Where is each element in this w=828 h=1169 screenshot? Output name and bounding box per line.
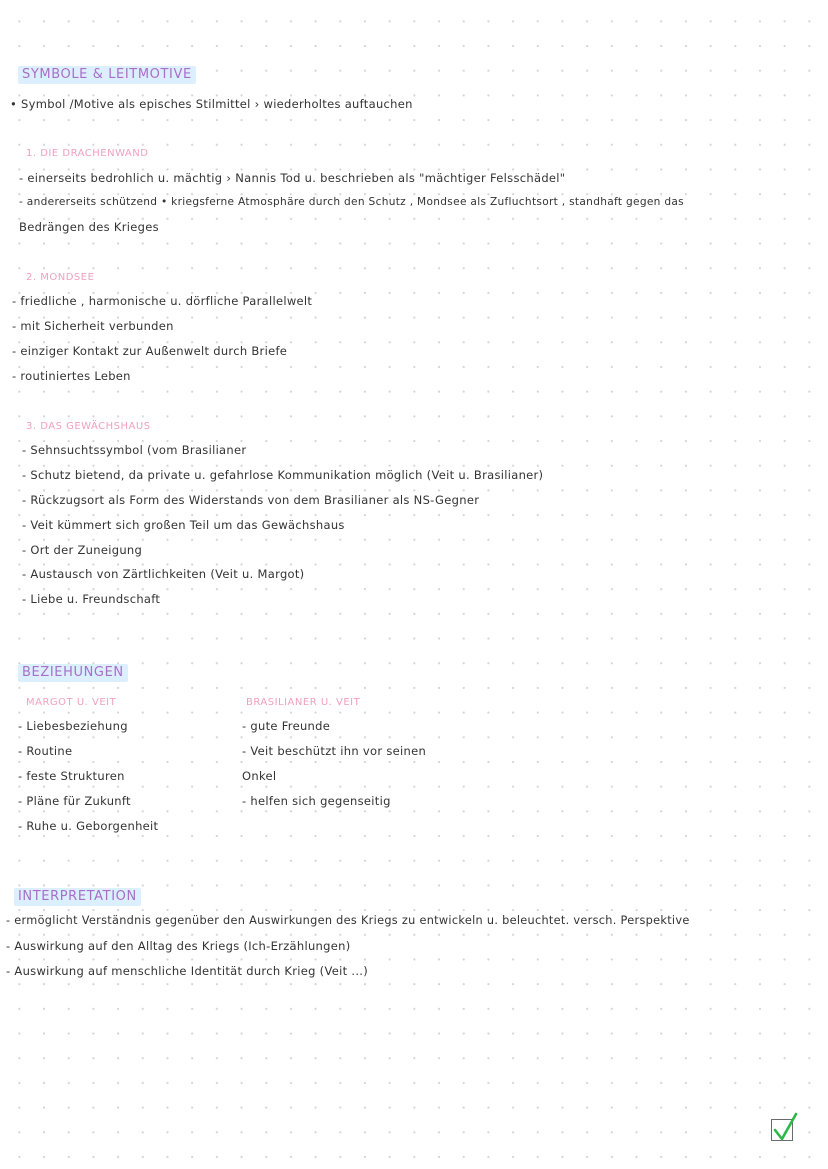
gewaechshaus-line-3: - Rückzugsort als Form des Widerstands von dem Brasilianer als NS-Gegner xyxy=(22,493,480,507)
mondsee-line-3: - einziger Kontakt zur Außenwelt durch Briefe xyxy=(12,344,288,358)
mondsee-line-2: - mit Sicherheit verbunden xyxy=(12,319,174,333)
heading-mondsee: 2. MONDSEE xyxy=(26,272,95,283)
gewaechshaus-line-1: - Sehnsuchtssymbol (vom Brasilianer xyxy=(22,443,247,457)
checkbox-checked-icon xyxy=(771,1119,793,1141)
brasilianer-line-3: Onkel xyxy=(242,769,277,783)
interpretation-line-2: - Auswirkung auf den Alltag des Kriegs (Ich-Erzählungen) xyxy=(6,939,351,953)
mondsee-line-1: - friedliche , harmonische u. dörfliche Parallelwelt xyxy=(12,294,313,308)
margot-line-2: - Routine xyxy=(18,744,73,758)
heading-margot-veit: MARGOT U. VEIT xyxy=(26,697,117,708)
margot-line-1: - Liebesbeziehung xyxy=(18,719,128,733)
brasilianer-line-1: - gute Freunde xyxy=(242,719,331,733)
margot-line-4: - Pläne für Zukunft xyxy=(18,794,131,808)
gewaechshaus-line-4: - Veit kümmert sich großen Teil um das Gewächshaus xyxy=(22,518,345,532)
margot-line-5: - Ruhe u. Geborgenheit xyxy=(18,819,159,833)
heading-interpretation: INTERPRETATION xyxy=(14,888,141,906)
checkmark-icon xyxy=(772,1112,798,1142)
heading-brasilianer-veit: BRASILIANER U. VEIT xyxy=(246,697,361,708)
drachenwand-line-3: Bedrängen des Krieges xyxy=(19,220,159,234)
heading-drachenwand: 1. DIE DRACHENWAND xyxy=(26,148,149,159)
heading-beziehungen: BEZIEHUNGEN xyxy=(18,664,128,682)
brasilianer-line-2: - Veit beschützt ihn vor seinen xyxy=(242,744,427,758)
interpretation-line-3: - Auswirkung auf menschliche Identität durch Krieg (Veit ...) xyxy=(6,964,369,978)
gewaechshaus-line-5: - Ort der Zuneigung xyxy=(22,543,143,557)
gewaechshaus-line-6: - Austausch von Zärtlichkeiten (Veit u. Margot) xyxy=(22,567,305,581)
heading-symbole-leitmotive: SYMBOLE & LEITMOTIVE xyxy=(18,66,196,84)
drachenwand-line-1: - einerseits bedrohlich u. mächtig › Nannis Tod u. beschrieben als "mächtiger Felsschädel" xyxy=(19,171,566,185)
mondsee-line-4: - routiniertes Leben xyxy=(12,369,131,383)
brasilianer-line-4: - helfen sich gegenseitig xyxy=(242,794,391,808)
gewaechshaus-line-7: - Liebe u. Freundschaft xyxy=(22,592,161,606)
heading-gewaechshaus: 3. DAS GEWÄCHSHAUS xyxy=(26,421,151,432)
symbole-intro: • Symbol /Motive als episches Stilmittel › wiederholtes auftauchen xyxy=(10,97,413,111)
interpretation-line-1: - ermöglicht Verständnis gegenüber den Auswirkungen des Kriegs zu entwickeln u. beleuchtet. versch. Perspektive xyxy=(6,914,690,927)
drachenwand-line-2: - andererseits schützend • kriegsferne Atmosphäre durch den Schutz , Mondsee als Zufluchtsort , standhaft gegen das xyxy=(19,196,684,208)
margot-line-3: - feste Strukturen xyxy=(18,769,125,783)
gewaechshaus-line-2: - Schutz bietend, da private u. gefahrlose Kommunikation möglich (Veit u. Brasilianer) xyxy=(22,468,544,482)
